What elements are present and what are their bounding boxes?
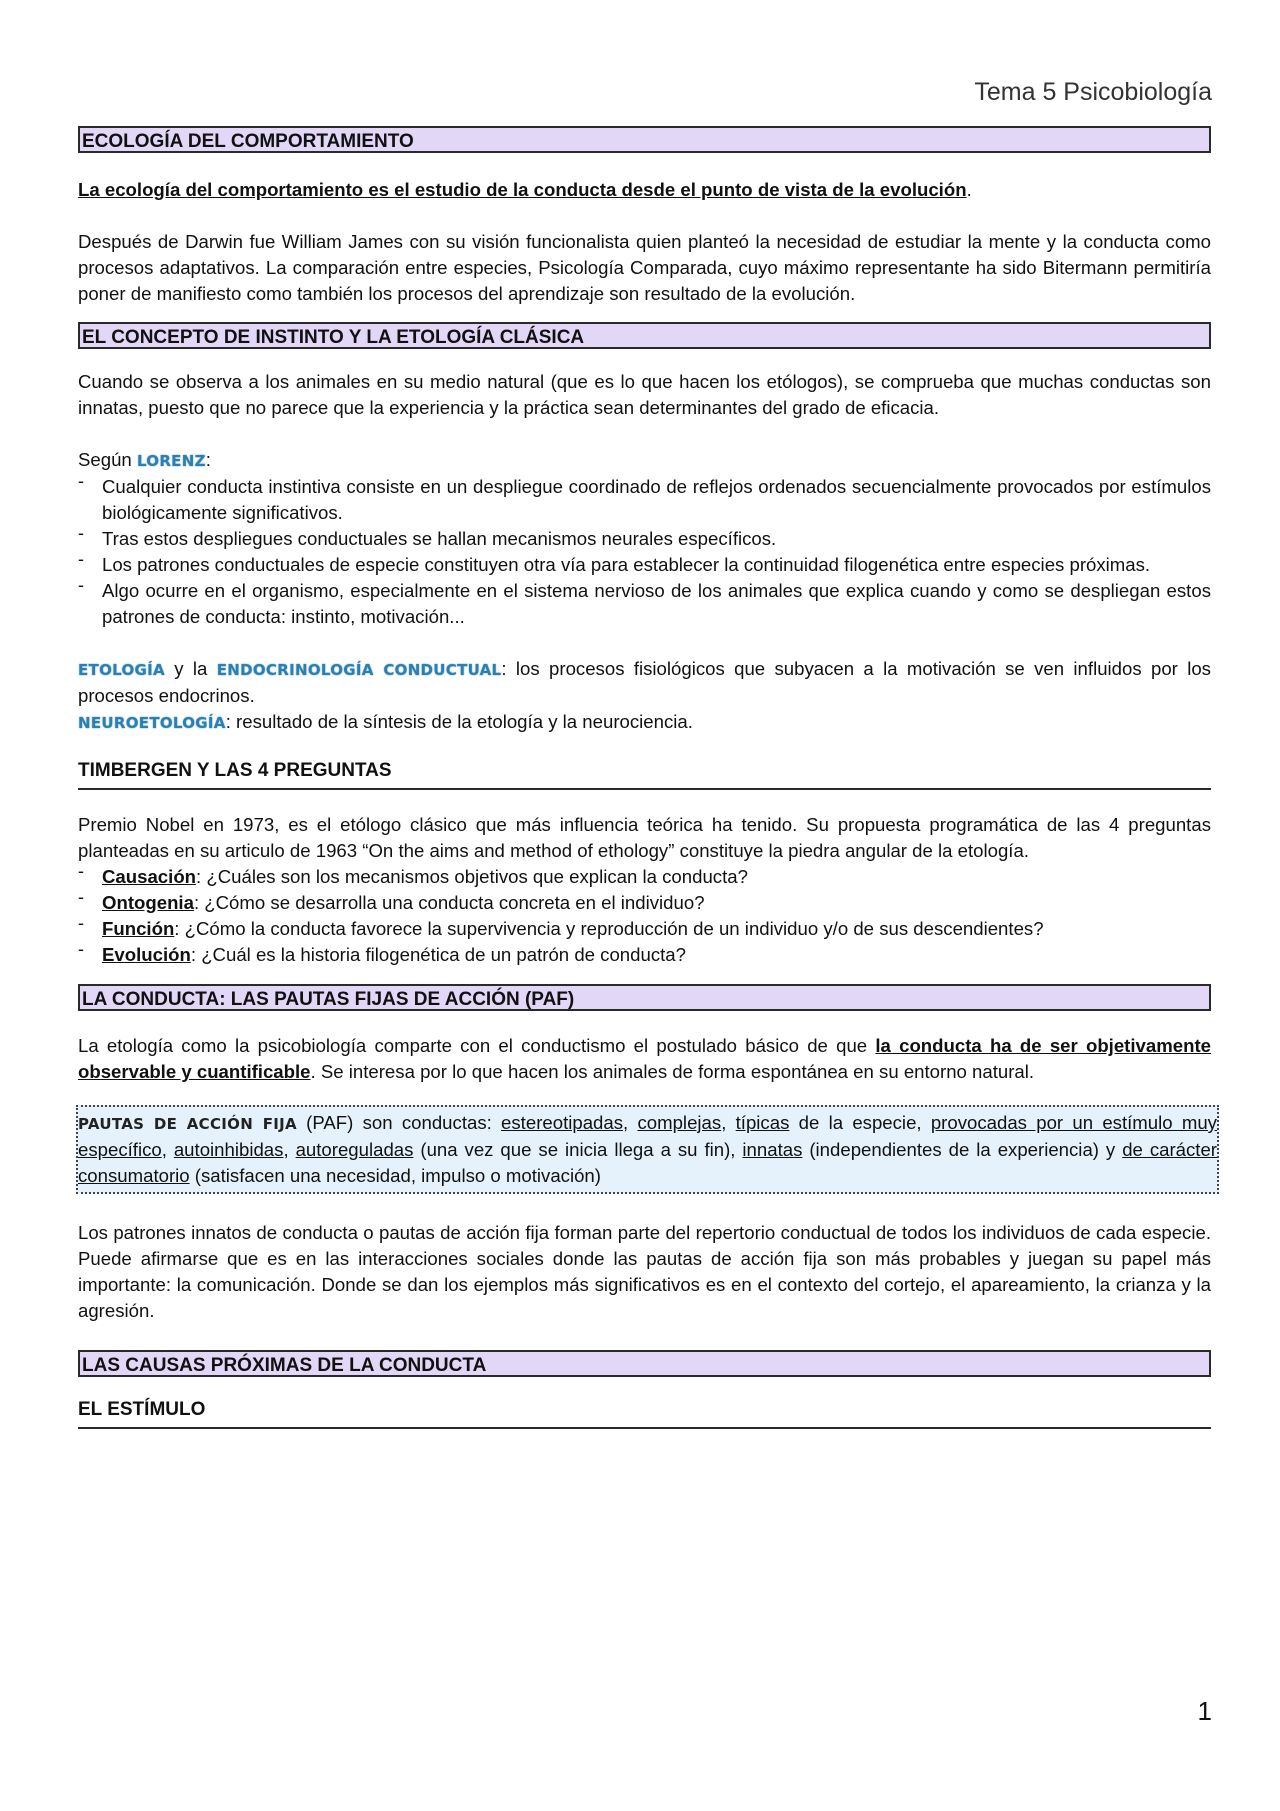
text-run: (satisfacen una necesidad, impulso o motivación) bbox=[189, 1165, 601, 1186]
lorenz-intro bbox=[78, 447, 1211, 474]
text-run: , bbox=[283, 1139, 296, 1160]
lorenz-list bbox=[78, 474, 1211, 630]
neuroetologia-text: : resultado de la síntesis de la etología y la neurociencia. bbox=[225, 711, 693, 732]
paragraph-etologos: Cuando se observa a los animales en su medio natural (que es lo que hacen los etólogos), se comprueba que muchas conductas son innatas, puesto que no parece que la experiencia y la práctica sean determinantes del grado de eficacia. bbox=[78, 371, 1211, 418]
list-item: - Algo ocurre en el organismo, especialmente en el sistema nervioso de los animales que explica cuando y como se despliegan estos patrones de conducta: instinto, motivación... bbox=[78, 578, 1211, 630]
segun-text: Según bbox=[78, 449, 132, 470]
question-text: : ¿Cómo se desarrolla una conducta concreta en el individuo? bbox=[193, 892, 705, 913]
underlined-term: innatas bbox=[742, 1139, 803, 1160]
y-la-text: y la bbox=[164, 658, 217, 679]
definition-underlined: La ecología del comportamiento es el estudio de la conducta desde el punto de vista de la evolución bbox=[78, 179, 967, 200]
page-content bbox=[78, 126, 1217, 1429]
term-ontogenia: Ontogenia bbox=[102, 892, 194, 913]
endocrinologia-highlight: ENDOCRINOLOGÍA CONDUCTUAL bbox=[216, 661, 502, 679]
etologia-text: : los procesos fisiológicos que subyacen a la motivación se ven influidos por los procesos endocrinos. bbox=[78, 658, 1211, 706]
paragraph-darwin: Después de Darwin fue William James con su visión funcionalista quien planteó la necesidad de estudiar la mente y la conducta como procesos adaptativos. La comparación entre especies, Psicología Comparada, cuyo máximo representante ha sido Bitermann permitiría poner de manifiesto como también los procesos del aprendizaje son resultado de la evolución. bbox=[78, 231, 1211, 304]
colon-text: : bbox=[205, 449, 211, 470]
term-funcion: Función bbox=[102, 918, 175, 939]
text-run: , bbox=[161, 1139, 174, 1160]
questions-list bbox=[78, 864, 1211, 968]
list-item bbox=[78, 942, 1211, 968]
paragraph-conductismo bbox=[78, 1033, 1211, 1085]
list-item: - Tras estos despliegues conductuales se hallan mecanismos neurales específicos. bbox=[78, 526, 1211, 552]
paf-term: PAUTAS DE ACCIÓN FIJA bbox=[78, 1115, 297, 1133]
question-text: : ¿Cuáles son los mecanismos objetivos que explican la conducta? bbox=[196, 866, 748, 887]
neuroetologia-highlight: NEUROETOLOGÍA bbox=[78, 714, 226, 732]
definition-paragraph bbox=[78, 177, 1211, 203]
section-title-causas: LAS CAUSAS PRÓXIMAS DE LA CONDUCTA bbox=[78, 1350, 1211, 1377]
question-text: : ¿Cómo la conducta favorece la supervivencia y reproducción de un individuo y/o de sus descendientes? bbox=[174, 918, 1044, 939]
underlined-term: autoinhibidas bbox=[173, 1139, 284, 1160]
text-run: (PAF) son conductas: bbox=[296, 1112, 502, 1133]
text-run: de la especie, bbox=[789, 1112, 931, 1133]
page-number: 1 bbox=[1197, 1696, 1212, 1726]
section-title-ecologia: ECOLOGÍA DEL COMPORTAMIENTO bbox=[78, 126, 1211, 153]
definition-end: . bbox=[966, 179, 972, 200]
list-item bbox=[78, 864, 1211, 890]
text-run: (independientes de la experiencia) y bbox=[802, 1139, 1123, 1160]
underlined-postulate: la conducta ha de ser objetivamente observable y cuantificable bbox=[78, 1035, 1211, 1082]
paragraph-neuroetologia bbox=[78, 709, 1211, 736]
subheading-estimulo: EL ESTÍMULO bbox=[78, 1397, 1211, 1429]
list-item: - Cualquier conducta instintiva consiste en un despliegue coordinado de reflejos ordenados secuencialmente provocados por estímulos biológicamente significativos. bbox=[78, 474, 1211, 526]
list-item bbox=[78, 890, 1211, 916]
underlined-term: autoreguladas bbox=[295, 1139, 414, 1160]
section-title-paf: LA CONDUCTA: LAS PAUTAS FIJAS DE ACCIÓN (PAF) bbox=[78, 984, 1211, 1011]
underlined-term: típicas bbox=[735, 1112, 790, 1133]
text-run: , bbox=[623, 1112, 638, 1133]
paf-definition-box bbox=[76, 1105, 1219, 1194]
text-run: (una vez que se inicia llega a su fin), bbox=[413, 1139, 743, 1160]
paragraph-nobel: Premio Nobel en 1973, es el etólogo clásico que más influencia teórica ha tenido. Su propuesta programática de las 4 preguntas planteadas en su articulo de 1963 “On the aims and method of ethology” constituye la piedra angular de la etología. bbox=[78, 814, 1211, 861]
text-run: La etología como la psicobiología comparte con el conductismo el postulado básico de que bbox=[78, 1035, 876, 1056]
text-run: . Se interesa por lo que hacen los animales de forma espontánea en su entorno natural. bbox=[310, 1061, 1035, 1082]
paragraph-etologia bbox=[78, 656, 1211, 709]
subheading-timbergen: TIMBERGEN Y LAS 4 PREGUNTAS bbox=[78, 758, 1211, 790]
etologia-highlight: ETOLOGÍA bbox=[78, 661, 165, 679]
paf-definition bbox=[78, 1110, 1217, 1189]
question-text: : ¿Cuál es la historia filogenética de un patrón de conducta? bbox=[190, 944, 686, 965]
list-item: - Los patrones conductuales de especie constituyen otra vía para establecer la continuidad filogenética entre especies próximas. bbox=[78, 552, 1211, 578]
lorenz-highlight: LORENZ bbox=[136, 452, 206, 470]
paragraph-patrones: Los patrones innatos de conducta o pautas de acción fija forman parte del repertorio conductual de todos los individuos de cada especie. Puede afirmarse que es en las interacciones sociales donde las pautas de acción fija son más probables y juegan su papel más importante: la comunicación. Donde se dan los ejemplos más significativos es en el contexto del cortejo, el apareamiento, la crianza y la agresión. bbox=[78, 1222, 1211, 1321]
underlined-term: complejas bbox=[637, 1112, 722, 1133]
underlined-term: provocadas por un estímulo muy específico bbox=[78, 1112, 1217, 1160]
header-title: Tema 5 Psicobiología bbox=[974, 78, 1212, 106]
underlined-term: de carácter consumatorio bbox=[78, 1139, 1217, 1186]
underlined-term: estereotipadas bbox=[501, 1112, 624, 1133]
term-evolucion: Evolución bbox=[102, 944, 191, 965]
section-title-instinto: EL CONCEPTO DE INSTINTO Y LA ETOLOGÍA CLÁSICA bbox=[78, 322, 1211, 349]
list-item bbox=[78, 916, 1211, 942]
text-run: , bbox=[721, 1112, 736, 1133]
term-causacion: Causación bbox=[102, 866, 197, 887]
